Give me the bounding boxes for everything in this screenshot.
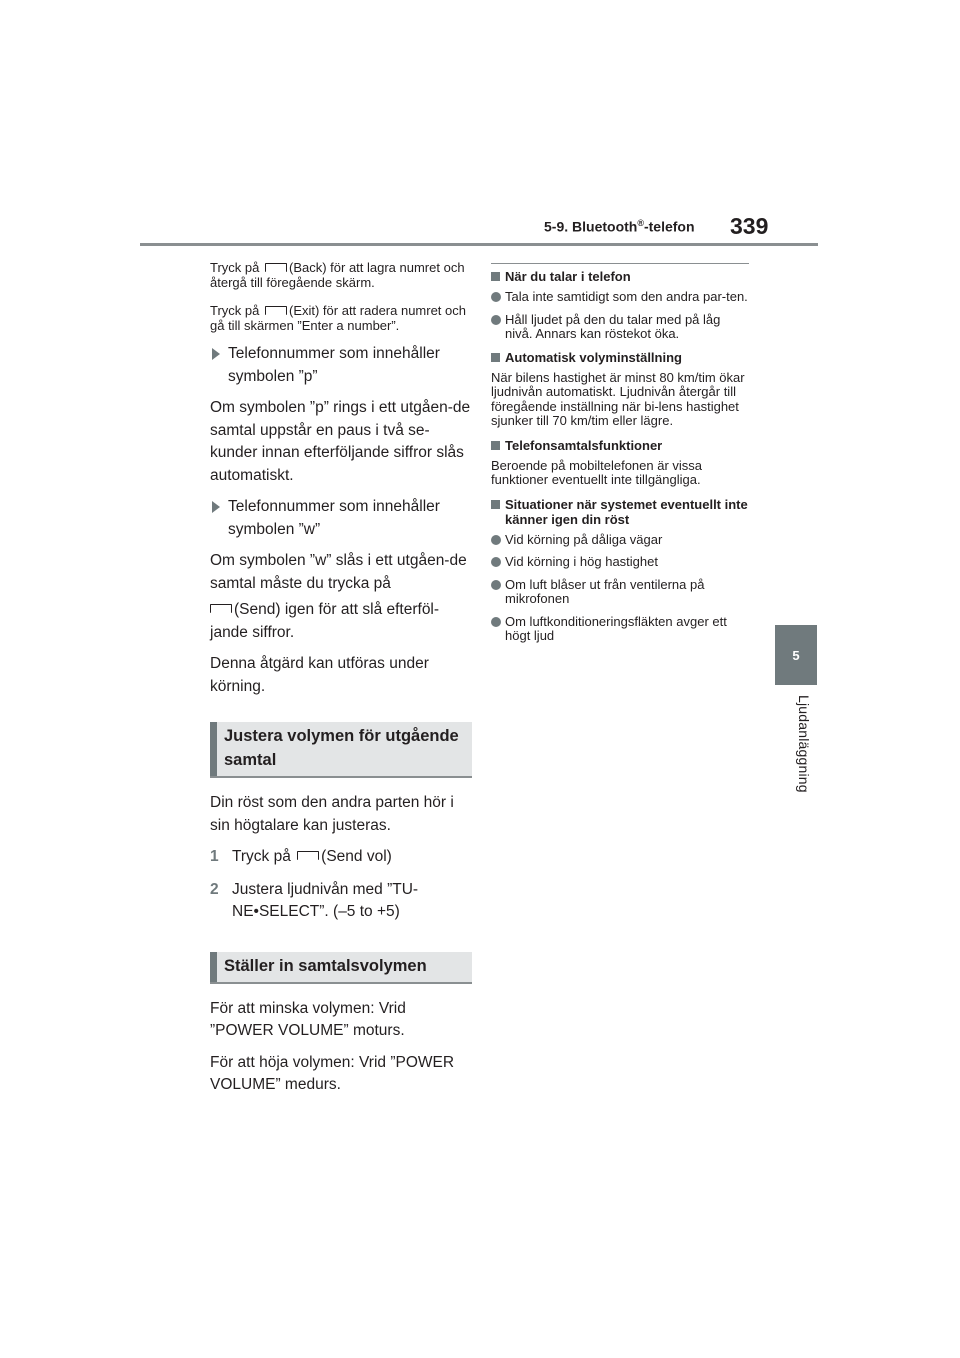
chapter-tab: 5 [775, 625, 817, 685]
note-heading: Telefonsamtalsfunktioner [491, 438, 749, 453]
back-button-icon [265, 263, 287, 272]
exit-instruction: Tryck på (Exit) för att radera numret och gå till skärmen ”Enter a number”. [210, 303, 466, 333]
round-bullet-icon [491, 557, 501, 567]
round-bullet-icon [491, 535, 501, 545]
driving-note: Denna åtgärd kan utföras under körning. [210, 655, 429, 695]
step-1: 1 Tryck på (Send vol) [210, 848, 392, 865]
round-bullet-icon [491, 617, 501, 627]
p-symbol-heading: Telefonnummer som innehåller symbolen ”p” [210, 343, 472, 388]
heading-outgoing-volume: Justera volymen för utgående samtal [210, 722, 472, 778]
page-number: 339 [730, 213, 769, 239]
section-title: 5-9. Bluetooth®-telefon [544, 218, 695, 235]
square-bullet-icon [491, 441, 500, 450]
decrease-volume-text: För att minska volymen: Vrid ”POWER VOLUME” moturs. [210, 999, 406, 1039]
header-rule [140, 243, 818, 246]
note-heading: Automatisk volyminställning [491, 350, 749, 365]
list-item: Tala inte samtidigt som den andra par-ten. [491, 290, 749, 305]
chapter-label: Ljudanläggning [796, 695, 812, 793]
round-bullet-icon [491, 315, 501, 325]
list-item: Om luft blåser ut från ventilerna på mikrofonen [491, 578, 749, 607]
list-item: Håll ljudet på den du talar med på låg nivå. Annars kan röstekot öka. [491, 313, 749, 342]
square-bullet-icon [491, 500, 500, 509]
send-vol-button-icon [297, 851, 319, 860]
back-instruction: Tryck på (Back) för att lagra numret och återgå till föregående skärm. [210, 260, 465, 290]
step-2: 2 Justera ljudnivån med ”TU-NE•SELECT”. (–5 to +5) [210, 880, 419, 920]
w-symbol-heading: Telefonnummer som innehåller symbolen ”w” [210, 496, 472, 541]
send-instruction: (Send) igen för att slå efterföl-jande siffror. [210, 601, 440, 641]
w-symbol-text: Om symbolen ”w” slås i ett utgåen-de samtal måste du trycka på [210, 552, 467, 592]
square-bullet-icon [491, 353, 500, 362]
triangle-bullet-icon [212, 348, 220, 360]
left-column [210, 260, 472, 1106]
list-item: Om luftkonditioneringsfläkten avger ett högt ljud [491, 615, 749, 644]
triangle-bullet-icon [212, 501, 220, 513]
increase-volume-text: För att höja volymen: Vrid ”POWER VOLUME” medurs. [210, 1053, 455, 1093]
list-item: Vid körning på dåliga vägar [491, 533, 749, 548]
list-item: Vid körning i hög hastighet [491, 555, 749, 570]
send-button-icon [210, 604, 232, 613]
right-column-rule [491, 263, 749, 264]
exit-button-icon [265, 306, 287, 315]
note-heading: När du talar i telefon [491, 269, 749, 284]
note-heading: Situationer när systemet eventuellt inte känner igen din röst [491, 497, 749, 527]
note-text: Beroende på mobiltelefonen är vissa funktioner eventuellt inte tillgängliga. [491, 457, 703, 487]
heading-call-volume: Ställer in samtalsvolymen [210, 952, 472, 984]
p-symbol-text: Om symbolen ”p” rings i ett utgåen-de samtal uppstår en paus i två se-kunder innan efterföljande siffror slås automatiskt. [210, 399, 471, 484]
round-bullet-icon [491, 292, 501, 302]
volume-text: Din röst som den andra parten hör i sin högtalare kan justeras. [210, 794, 454, 834]
note-text: När bilens hastighet är minst 80 km/tim ökar ljudnivån automatiskt. Ljudnivån återgår till föregående inställning när bi-lens hastighet sjunker till 70 km/tim eller lägre. [491, 369, 745, 428]
round-bullet-icon [491, 580, 501, 590]
square-bullet-icon [491, 272, 500, 281]
right-column [491, 263, 749, 652]
